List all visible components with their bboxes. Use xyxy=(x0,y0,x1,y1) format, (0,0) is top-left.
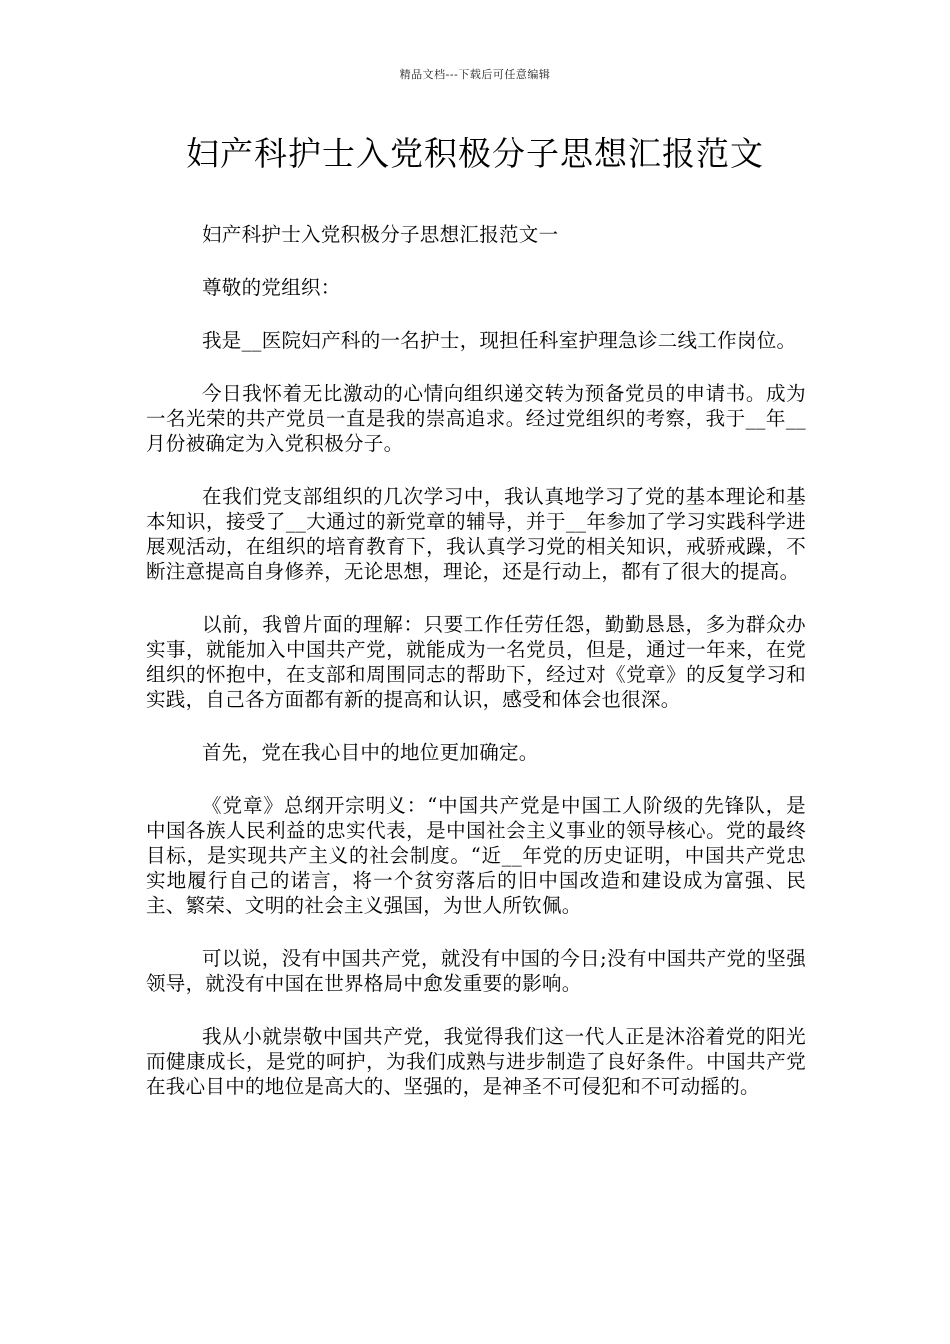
paragraph-subtitle: 妇产科护士入党积极分子思想汇报范文一 xyxy=(202,223,559,246)
paragraph: 今日我怀着无比激动的心情向组织递交转为预备党员的申请书。成为一名光荣的共产党员一直是我的崇高追求。经过党组织的考察，我于__年__月份被确定为入党积极分子。 xyxy=(146,382,806,455)
header-note: 精品文档---下载后可任意编辑 xyxy=(399,68,551,81)
paragraph: 我是__医院妇产科的一名护士，现担任科室护理急诊二线工作岗位。 xyxy=(202,329,797,352)
paragraph-salutation: 尊敬的党组织： xyxy=(202,276,341,299)
paragraph: 可以说，没有中国共产党，就没有中国的今日;没有中国共产党的坚强领导，就没有中国在世界格局中愈发重要的影响。 xyxy=(146,947,806,995)
paragraph: 首先，党在我心目中的地位更加确定。 xyxy=(202,741,539,764)
document-title: 妇产科护士入党积极分子思想汇报范文 xyxy=(186,134,764,173)
document-body xyxy=(146,222,806,1127)
paragraph: 《党章》总纲开宗明义：“中国共产党是中国工人阶级的先锋队，是中国各族人民利益的忠实代表，是中国社会主义事业的领导核心。党的最终目标，是实现共产主义的社会制度。“近__年党的历史证明，中国共产党忠实地履行自己的诺言，将一个贫穷落后的旧中国改造和建设成为富强、民主、繁荣、文明的社会主义强国，为世人所钦佩。 xyxy=(146,794,806,917)
paragraph: 我从小就崇敬中国共产党，我觉得我们这一代人正是沐浴着党的阳光而健康成长，是党的呵护，为我们成熟与进步制造了良好条件。中国共产党在我心目中的地位是高大的、坚强的，是神圣不可侵犯和不可动摇的。 xyxy=(146,1025,806,1098)
paragraph: 在我们党支部组织的几次学习中，我认真地学习了党的基本理论和基本知识，接受了__大通过的新党章的辅导，并于__年参加了学习实践科学进展观活动，在组织的培育教育下，我认真学习党的相关知识，戒骄戒躁，不断注意提高自身修养，无论思想，理论，还是行动上，都有了很大的提高。 xyxy=(146,485,806,583)
paragraph: 以前，我曾片面的理解：只要工作任劳任怨，勤勤恳恳，多为群众办实事，就能加入中国共产党，就能成为一名党员，但是，通过一年来，在党组织的怀抱中，在支部和周围同志的帮助下，经过对《党章》的反复学习和实践，自己各方面都有新的提高和认识，感受和体会也很深。 xyxy=(146,613,806,711)
